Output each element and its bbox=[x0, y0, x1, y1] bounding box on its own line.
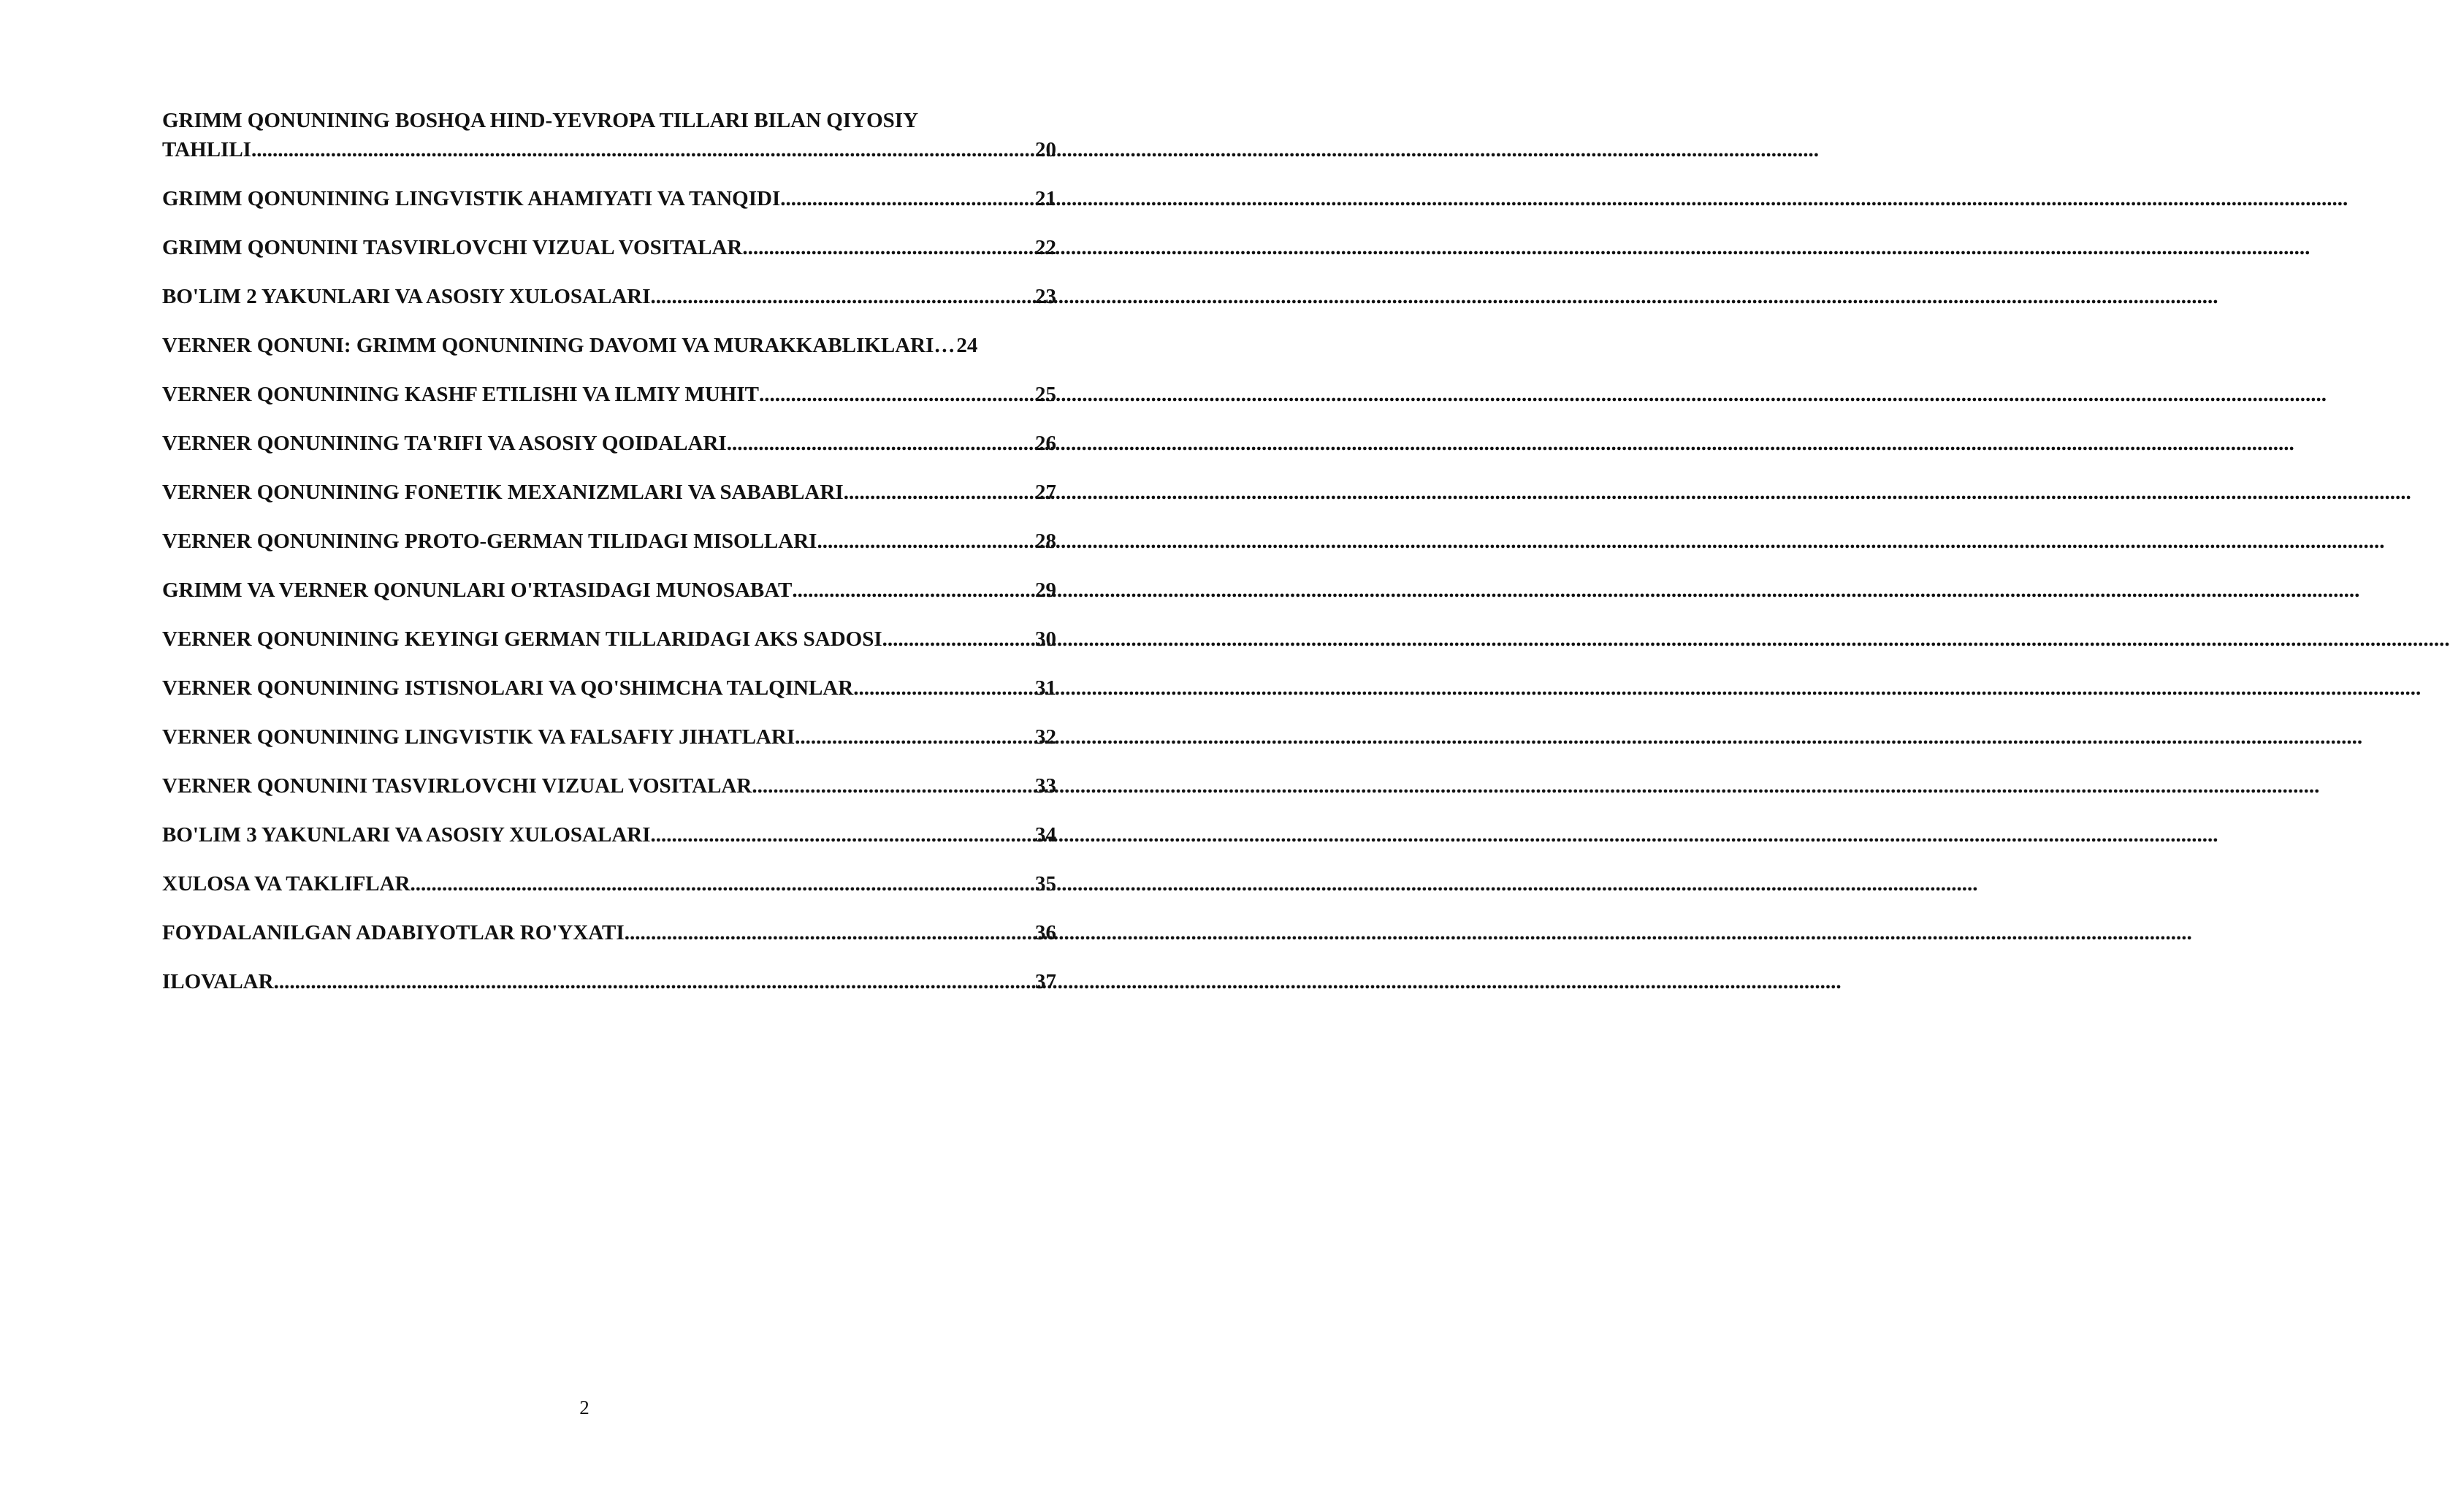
toc-entry-page: 35 bbox=[1035, 872, 1056, 896]
toc-entry[interactable] bbox=[162, 576, 1056, 605]
toc-dot-leader bbox=[792, 576, 1034, 605]
toc-entry-page: 30 bbox=[1035, 627, 1056, 651]
toc-dot-leader bbox=[411, 869, 1034, 898]
toc-dot-leader bbox=[780, 184, 1034, 213]
toc-entry[interactable] bbox=[162, 331, 1056, 360]
toc-dot-leader bbox=[651, 282, 1034, 311]
toc-entry[interactable] bbox=[162, 869, 1056, 898]
toc-dot-leader bbox=[274, 967, 1034, 996]
toc-entry[interactable] bbox=[162, 918, 1056, 947]
toc-entry-title: VERNER QONUNINING ISTISNOLARI VA QO'SHIMCHA TALQINLAR bbox=[162, 676, 854, 700]
toc-entry-page: 28 bbox=[1035, 530, 1056, 553]
toc-dot-leader bbox=[651, 820, 1034, 849]
toc-entry-title-line1: GRIMM QONUNINING BOSHQA HIND-YEVROPA TILLARI BILAN QIYOSIY bbox=[162, 109, 919, 132]
toc-entry-title: XULOSA VA TAKLIFLAR bbox=[162, 872, 411, 896]
toc-entry-title: VERNER QONUNINING FONETIK MEXANIZMLARI VA SABABLARI bbox=[162, 481, 844, 504]
toc-entry[interactable] bbox=[162, 722, 1056, 752]
toc-entry-page: 27 bbox=[1035, 481, 1056, 504]
toc-entry[interactable] bbox=[162, 967, 1056, 996]
toc-dot-leader bbox=[727, 429, 1034, 458]
toc-entry-page: 21 bbox=[1035, 187, 1056, 210]
toc-entry-title: VERNER QONUNINI TASVIRLOVCHI VIZUAL VOSITALAR bbox=[162, 774, 752, 798]
toc-dot-leader bbox=[742, 233, 1034, 262]
toc-dot-leader bbox=[752, 771, 1034, 801]
toc-entry-page: 22 bbox=[1035, 236, 1056, 259]
toc-dot-leader bbox=[795, 722, 1034, 752]
toc-entry[interactable] bbox=[162, 380, 1056, 409]
toc-entry[interactable] bbox=[162, 820, 1056, 849]
toc-entry-title: VERNER QONUNI: GRIMM QONUNINING DAVOMI VA MURAKKABLIKLARI… bbox=[162, 334, 955, 357]
toc-entry-page: 34 bbox=[1035, 823, 1056, 847]
toc-entry-title: VERNER QONUNINING KEYINGI GERMAN TILLARIDAGI AKS SADOSI bbox=[162, 627, 882, 651]
toc-entry[interactable] bbox=[162, 282, 1056, 311]
toc-entry-title: GRIMM QONUNINING LINGVISTIK AHAMIYATI VA TANQIDI bbox=[162, 187, 781, 210]
toc-dot-leader bbox=[853, 673, 1034, 703]
toc-entry-title: ILOVALAR bbox=[162, 970, 274, 993]
toc-entry[interactable] bbox=[162, 429, 1056, 458]
toc-entry[interactable] bbox=[162, 771, 1056, 801]
toc-entry-title: FOYDALANILGAN ADABIYOTLAR RO'YXATI bbox=[162, 921, 625, 944]
toc-entry-title: GRIMM VA VERNER QONUNLARI O'RTASIDAGI MUNOSABAT bbox=[162, 579, 793, 602]
toc-dot-leader bbox=[625, 918, 1034, 947]
table-of-contents bbox=[162, 106, 1056, 1016]
toc-dot-leader bbox=[882, 625, 1034, 654]
toc-entry-title: BO'LIM 2 YAKUNLARI VA ASOSIY XULOSALARI bbox=[162, 285, 651, 308]
toc-entry-page: 31 bbox=[1035, 676, 1056, 700]
toc-entry-page: 26 bbox=[1035, 432, 1056, 455]
toc-entry[interactable] bbox=[162, 527, 1056, 556]
toc-entry-page: 33 bbox=[1035, 774, 1056, 798]
toc-entry-title: TAHLILI bbox=[162, 138, 251, 161]
toc-entry-page: 36 bbox=[1035, 921, 1056, 944]
toc-dot-leader bbox=[844, 478, 1034, 507]
toc-entry-title: GRIMM QONUNINI TASVIRLOVCHI VIZUAL VOSITALAR bbox=[162, 236, 743, 259]
toc-entry[interactable] bbox=[162, 233, 1056, 262]
toc-entry-page: 25 bbox=[1035, 383, 1056, 406]
toc-entry[interactable] bbox=[162, 625, 1056, 654]
toc-entry-page: 29 bbox=[1035, 579, 1056, 602]
toc-entry-page: 37 bbox=[1035, 970, 1056, 993]
toc-entry-title: VERNER QONUNINING LINGVISTIK VA FALSAFIY JIHATLARI bbox=[162, 725, 795, 749]
toc-dot-leader bbox=[817, 527, 1034, 556]
page-number: 2 bbox=[579, 1397, 589, 1419]
toc-dot-leader bbox=[251, 135, 1034, 164]
toc-entry-page: 20 bbox=[1035, 138, 1056, 161]
toc-entry[interactable] bbox=[162, 478, 1056, 507]
toc-entry[interactable] bbox=[162, 673, 1056, 703]
toc-dot-leader bbox=[759, 380, 1034, 409]
toc-entry[interactable] bbox=[162, 184, 1056, 213]
toc-entry-title: VERNER QONUNINING TA'RIFI VA ASOSIY QOIDALARI bbox=[162, 432, 727, 455]
toc-entry-page: 32 bbox=[1035, 725, 1056, 749]
toc-entry-title: VERNER QONUNINING KASHF ETILISHI VA ILMIY MUHIT bbox=[162, 383, 759, 406]
toc-entry[interactable] bbox=[162, 106, 1056, 164]
toc-entry-title: VERNER QONUNINING PROTO-GERMAN TILIDAGI MISOLLARI bbox=[162, 530, 817, 553]
toc-entry-page: 24 bbox=[956, 334, 978, 357]
toc-entry-title: BO'LIM 3 YAKUNLARI VA ASOSIY XULOSALARI bbox=[162, 823, 651, 847]
toc-entry-page: 23 bbox=[1035, 285, 1056, 308]
